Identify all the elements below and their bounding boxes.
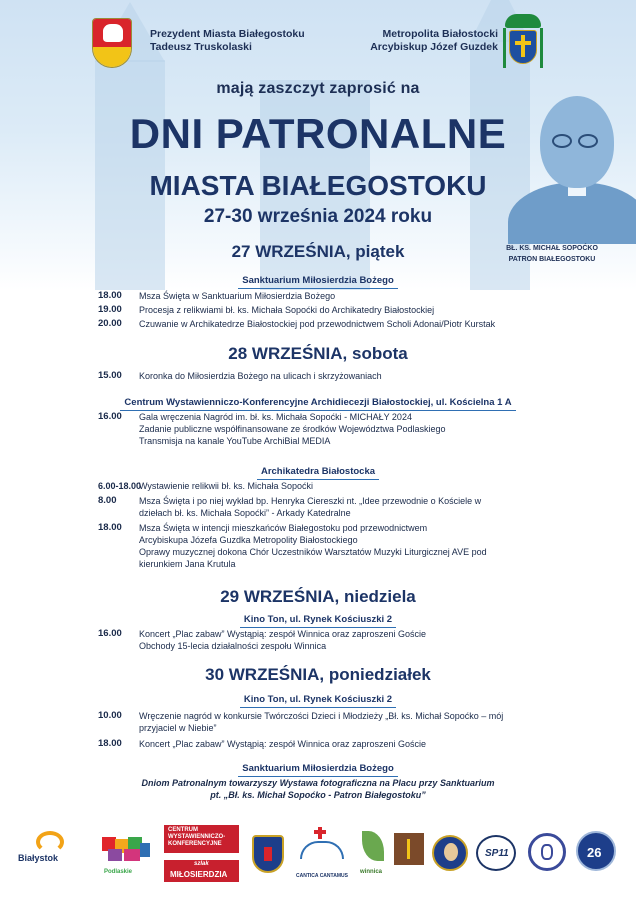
event-description: Czuwanie w Archikatedrze Białostockiej pod przewodnictwem Scholi Adonai/Piotr Kurstak xyxy=(139,319,496,329)
galero-hat-icon xyxy=(505,14,541,28)
metropolitan-title: Metropolita Białostocki xyxy=(382,28,498,40)
event-time: 18.00 xyxy=(98,738,122,749)
sponsor-logos xyxy=(0,815,636,900)
cantica-cantamus-text: CANTICA CANTAMUS xyxy=(296,873,348,879)
event-time: 20.00 xyxy=(98,318,122,329)
event-time: 19.00 xyxy=(98,304,122,315)
eagle-icon xyxy=(103,24,123,42)
centrum-logo: CENTRUM WYSTAWIENNICZO- KONFERENCYJNE xyxy=(164,825,239,853)
bialystok-crest-icon xyxy=(92,18,132,68)
day-heading-27: 27 WRZEŚNIA, piątek xyxy=(231,242,405,261)
event-description: Koronka do Miłosierdzia Bożego na ulicach i skrzyżowaniach xyxy=(139,371,382,381)
event-description: Wystawienie relikwii bł. ks. Michała Sopoćki xyxy=(139,481,313,491)
archbishop-coat-of-arms-icon xyxy=(501,14,545,74)
sp11-logo: SP11 xyxy=(476,835,516,871)
day-heading-28: 28 WRZEŚNIA, sobota xyxy=(228,344,408,363)
event-description: Procesja z relikwiami bł. ks. Michała Sopoćki do Archikatedry Białostockiej xyxy=(139,305,435,315)
venue-label: Kino Ton, ul. Rynek Kościuszki 2 xyxy=(0,609,636,628)
portrait-caption: BŁ. KS. MICHAŁ SOPOĆKO PATRON BIAŁEGOSTOKU xyxy=(506,245,598,263)
exhibition-note: Dniom Patronalnym towarzyszy Wystawa fotograficzna na Placu przy Sanktuarium pt. „Bł. ks. Michał Sopoćko - Patron Białegostoku” xyxy=(141,778,495,800)
mayor-block xyxy=(150,28,320,54)
event-time: 16.00 xyxy=(98,411,122,422)
header xyxy=(0,12,636,72)
event-description: Wręczenie nagród w konkursie Twórczości Dzieci i Młodzieży „Bł. ks. Michał Sopoćko – mój przyjaciel w Niebie” xyxy=(139,711,504,733)
event-description: Msza Święta w intencji mieszkańców Białegostoku pod przewodnictwem Arcybiskupa Józefa Guzdka Metropolity Białostockiego Oprawy muzycznej dokona Chór Uczestników Warsztatów Muzyki Liturgicznej AVE pod kierunkiem Jana Krutula xyxy=(139,523,487,569)
event-description: Koncert „Plac zabaw” Wystąpią: zespół Winnica oraz zaproszeni Goście xyxy=(139,739,427,749)
badge-shield-icon xyxy=(252,835,284,873)
choir-logo-icon xyxy=(394,833,424,865)
podlaskie-logo-text: Podlaskie xyxy=(104,869,133,875)
mayor-title: Prezydent Miasta Białegostoku xyxy=(150,28,305,40)
cantica-cantamus-logo-icon xyxy=(300,827,348,861)
szlak-milosierdzia-logo: szlak MIŁOSIERDZIA xyxy=(164,860,239,882)
venue-label: Centrum Wystawienniczo-Konferencyjne Archidiecezji Białostockiej, ul. Kościelna 1 A xyxy=(0,392,636,411)
mayor-name: Tadeusz Truskolaski xyxy=(150,41,252,53)
event-description: Koncert „Plac zabaw” Wystąpią: zespół Winnica oraz zaproszeni Goście Obchody 15-lecia działalności zespołu Winnica xyxy=(139,629,427,651)
event-time: 18.00 xyxy=(98,290,122,301)
event-description: Msza Święta i po niej wykład bp. Henryka Ciereszki nt. „Idee przewodnie o Kościele w dziełach bł. ks. Michała Sopoćki” - Arkady Katedralne xyxy=(139,496,482,518)
event-time: 8.00 xyxy=(98,495,117,506)
winnica-leaf-icon xyxy=(358,829,388,865)
venue-label: Kino Ton, ul. Rynek Kościuszki 2 xyxy=(0,689,636,708)
cross-icon xyxy=(521,35,525,57)
event-time: 6.00-18.00 xyxy=(98,481,142,491)
event-time: 10.00 xyxy=(98,710,122,721)
day-heading-29: 29 WRZEŚNIA, niedziela xyxy=(220,587,416,606)
event-time: 15.00 xyxy=(98,370,122,381)
venue-label: Sanktuarium Miłosierdzia Bożego xyxy=(0,270,636,289)
invitation-line: mają zaszczyt zaprosić na xyxy=(216,80,420,97)
main-title: DNI PATRONALNE xyxy=(129,110,507,157)
patron-medallion-icon xyxy=(432,835,468,871)
event-time: 16.00 xyxy=(98,628,122,639)
venue-label: Archikatedra Białostocka xyxy=(0,461,636,480)
event-time: 18.00 xyxy=(98,522,122,533)
bialystok-logo-text: Białystok xyxy=(18,853,59,863)
venue-label: Sanktuarium Miłosierdzia Bożego xyxy=(0,758,636,777)
day-heading-30: 30 WRZEŚNIA, poniedziałek xyxy=(205,665,431,684)
winnica-text: winnica xyxy=(360,869,383,875)
metropolitan-block xyxy=(358,28,498,54)
school-26-logo: 26 xyxy=(576,831,616,871)
main-subtitle: MIASTA BIAŁEGOSTOKU xyxy=(149,170,487,201)
podlaskie-logo-icon xyxy=(102,837,154,867)
metropolitan-name: Arcybiskup Józef Guzdek xyxy=(370,41,498,53)
school-emblem-icon xyxy=(528,833,566,871)
event-dates: 27-30 września 2024 roku xyxy=(203,206,433,227)
event-description: Msza Święta w Sanktuarium Miłosierdzia Bożego xyxy=(139,291,336,301)
event-description: Gala wręczenia Nagród im. bł. ks. Michała Sopoćki - MICHAŁY 2024 Zadanie publiczne współfinansowane ze środków Województwa Podlaskiego Transmisja na kanale YouTube ArchiBial MEDIA xyxy=(139,412,446,446)
